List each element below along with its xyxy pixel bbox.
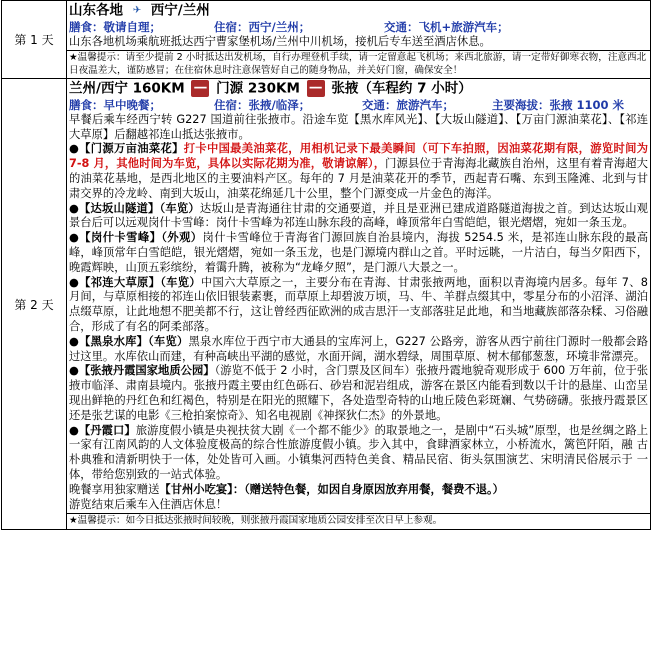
altitude: 主要海拔：张掖 1100 米 [492,97,625,112]
day-1-tip: ★温馨提示：请至少提前 2 小时抵达出发机场，自行办理登机手续，请一定留意起飞机场；来西北旅游，请一定带好御寒衣物，注意西北日夜温差大，谨防感冒；在住宿休息时注意保管好自己的随身物品，并关好门窗，确保安全！ [69,52,647,76]
day-2-title [69,80,648,98]
day-2-label: 第 2 天 [14,297,54,312]
day-2-meta [69,98,648,113]
dinner: 晚餐享用独家赠送【甘州小吃宴】：（赠送特色餐，如因自身原因放弃用餐，餐费不退。） [69,482,504,496]
day-1-content [67,1,651,79]
meals: 膳食：早中晚餐； [69,97,161,112]
day-1-body: 山东各地机场乘航班抵达西宁曹家堡机场/兰州中川机场，接机后专车送至酒店休息。 [69,34,491,48]
title-from: 山东各地 [69,2,123,19]
day-1-label: 第 1 天 [14,33,54,48]
day-2-intro: 早餐后乘车经西宁转 G227 国道前往张掖市。沿途车览【黑水库风光】、【大坂山隧道】、【万亩门源油菜花】、【祁连大草原】后翻越祁连山抵达张掖市。 [69,112,648,141]
spot-heiquan: ●【黑泉水库】（车览）黑泉水库位于西宁市大通县的宝库河上，G227 公路旁，游客从西宁前往门源时一般都会路过这里。水库依山而建，有种高峡出平湖的感觉，水面开阔，湖水碧绿，周围草原、树木郁郁葱葱，环境非常漂亮。 [69,334,648,363]
title-to: 西宁/兰州 [150,2,210,19]
hotel: 住宿：张掖/临泽； [214,97,311,112]
day-label [2,79,67,530]
meals: 膳食：敬请自理； [69,19,161,34]
day-1-meta [69,20,648,35]
day-2-end: 游览结束后乘车入住酒店休息！ [69,497,228,511]
spot-menyuan: ●【门源万亩油菜花】打卡中国最美油菜花，用相机记录下最美瞬间（可下车拍照，因油菜花期有限，游览时间为 7-8 月，其他时间为车览，具体以实际花期为准，敬请谅解），门源县位于青海海北藏族自治州，这里有着青海超大的油菜花基地，是西北地区的主要油料产区。每年的 7 月是油菜花开的季节，西起青石嘴、东到玉隆滩、北到与甘肃交界的冷龙岭、南到大坂山，油菜花绵延几十公里，整个门源变成一片金色的海洋。 [69,142,648,200]
title-segment-1: 兰州/西宁 160KM [69,80,185,97]
hotel: 住宿：西宁/兰州； [214,19,311,34]
spot-danxia: ●【张掖丹霞国家地质公园】（游览不低于 2 小时，含门票及区间车）张掖丹霞地貌奇观形成于 600 万年前，位于张掖市临泽、肃南县境内。张掖丹霞主要由红色砾石、砂岩和泥岩组成，游客在景区内能看到数以千计的悬崖、山峦呈现出鲜艳的丹红色和红褐色，特别是在阳光的照耀下，各处造型奇特的山地丘陵色彩斑斓、气势磅礴。张掖丹霞景区还是张艺谋的电影《三枪拍案惊奇》、知名电视剧《神探狄仁杰》的外景地。 [69,364,649,422]
title-segment-3: 张掖（车程约 7 小时） [331,80,472,97]
day-2-tip: ★温馨提示：如今日抵达张掖时间较晚，则张掖丹霞国家地质公园安排至次日早上参观。 [69,515,443,527]
transport: 交通：飞机+旅游汽车； [384,19,509,34]
spot-daban: ●【达坂山隧道】（车览）达坂山是青海通往甘肃的交通要道，并且是亚洲已建成道路隧道海拔之首。到达达坂山观景台后可以远观岗什卡雪峰：岗什卡雪峰为祁连山脉东段的高峰，峰顶常年白雪皑皑，银光熠熠，宛如一条玉龙。 [69,201,648,230]
title-segment-2: 门源 230KM [216,80,300,97]
day-1-title [69,2,648,20]
spot-qilian: ●【祁连大草原】（车览）中国六大草原之一，主要分布在青海、甘肃张掖两地，面积以青海境内居多。每年 7、8 月间，与草原相接的祁连山依旧银装素裹，而草原上却碧波万顷，马、牛、羊群点缀其中，零星分布的小沼泽、湖泊点缀草原，让此地想不肥美都不行，这让曾经西征欧洲的成吉思汗一支部落驻足此地，和当地藏族部落杂糅、习俗融合，形成了有名的阿柔部落。 [69,275,648,333]
day-2-content [67,79,651,530]
airplane-icon: ✈ [132,5,142,16]
car-icon: ━━ [307,80,325,97]
transport: 交通：旅游汽车； [362,97,454,112]
spot-gangshika: ●【岗什卡雪峰】（外观）岗什卡雪峰位于青海省门源回族自治县境内，海拔 5254.5 米，是祁连山脉东段的最高峰，峰顶常年白雪皑皑，银光熠熠，宛如一条玉龙，也是门源境内群山之首。平时远眺，一片洁白，每当夕阳西下，晚霞辉映，山顶五彩缤纷，着霭升腾，被称为“龙峰夕照”，是门源八大景之一。 [69,231,648,274]
day-label [2,1,67,79]
spot-danxiakou: ●【丹霞口】旅游度假小镇是央视扶贫大剧《一个都不能少》的取景地之一，是剧中“石头城”原型，也是丝绸之路上一家有江南风韵的人文体验度极高的综合性旅游度假小镇。步入其中，食肆酒家林立，小桥流水，篱笆阡陌，融 古朴典雅和清新明快于一体，处处皆可入画。小镇集河西特色美食、精品民宿、街头氛围演艺、宋明清民俗展示于 一体，带给您别致的一站式体验。 [69,423,649,481]
car-icon: ━━ [191,80,209,97]
